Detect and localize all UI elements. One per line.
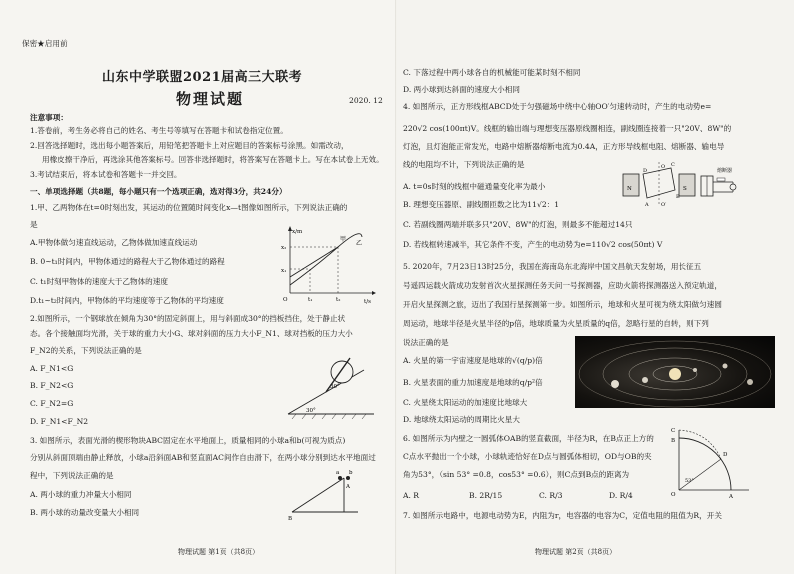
question-5-option-d: D. 地球绕太阳运动的周期比火星大 <box>403 415 520 424</box>
question-6-option-c: C. R/3 <box>539 491 563 500</box>
frame-d-label: D <box>643 168 648 174</box>
question-4-stem: 4. 如图所示，正方形线框ABCD处于匀强磁场中绕中心轴OO′匀速转动时，产生的电动势e= <box>403 102 712 111</box>
question-1-stem: 1.甲、乙两物体在t=0时刻出发，其运动的位置随时间变化x—t图像如图所示，下列说法正确的 <box>30 203 348 212</box>
notice-line: 1.答卷前，考生务必将自己的姓名、考生号等填写在答题卡和试卷指定位置。 <box>30 126 288 135</box>
exam-title: 山东中学联盟2021届高三大联考 <box>102 70 303 85</box>
question-3-option-c: C. 下落过程中两小球各自的机械能可能某时刻不相同 <box>403 68 581 77</box>
question-4-stem: 220√2 cos(100πt)V。线框的输出端与理想变压器原线圈相连，副线圈连接着一只"20V、8W"的 <box>403 124 732 133</box>
question-7-stem: 7. 如图所示电路中，电源电动势为E，内阻为r，电容器的电容为C，定值电阻的阻值为R，开关 <box>403 511 722 520</box>
wedge-vertex-a-label: A <box>346 484 350 490</box>
question-3-option-d: D. 两小球到达斜面的速度大小相同 <box>403 85 520 94</box>
graph-tick-t2: t₂ <box>336 297 341 303</box>
notice-line: 2.回答选择题时，选出每小题答案后，用铅笔把答题卡上对应题目的答案标号涂黑。如需改动， <box>30 141 349 150</box>
question-2-incline-figure <box>286 352 376 422</box>
notice-title: 注意事项： <box>30 113 68 122</box>
question-5-stem: 说法正确的是 <box>403 338 449 347</box>
question-5-stem: 5. 2020年，7月23日13时25分，我国在海南岛东北海岸中国文昌航天发射场，用长征五 <box>403 262 702 271</box>
page-footer: 物理试题 第2页（共8页） <box>535 548 617 556</box>
question-4-stem: 灯泡，且灯泡能正常发光，电路中熔断器熔断电流为0.4A，正方形导线框电阻、熔断器、输电导 <box>403 142 725 151</box>
graph-tick-t1: t₁ <box>308 297 313 303</box>
question-6-stem: 6. 如图所示为内壁之一圆弧体OAB的竖直截面，半径为R，在B点正上方的 <box>403 434 654 443</box>
question-5-option-b: B. 火星表面的重力加速度是地球的q/p²倍 <box>403 378 543 387</box>
question-5-stem: 开启火星探测之旅，迈出了我国行星探测第一步。如图所示，地球和火星可视为绕太阳做匀速圆 <box>403 300 722 309</box>
arc-point-a-label: A <box>729 494 733 500</box>
question-6-stem: C点水平抛出一个小球，小球轨迹恰好在D点与圆弧体相切，OD与OB的夹 <box>403 452 652 461</box>
question-3-stem: 程中，下列说法正确的是 <box>30 471 114 480</box>
arc-point-b-label: B <box>671 438 676 444</box>
question-6-option-d: D. R/4 <box>609 491 633 500</box>
question-6-arc-figure <box>669 424 757 500</box>
graph-y-axis-label: x/m <box>292 229 303 235</box>
magnet-s-label: S <box>683 186 687 192</box>
question-3-stem: 3. 如图所示，表面光滑的楔形物块ABC固定在水平地面上，质量相同的小球a和b(可视为质点) <box>30 436 346 445</box>
graph-origin: O <box>283 297 288 303</box>
board-angle-label: 30° <box>330 384 340 390</box>
confidential-mark: 保密★启用前 <box>22 39 68 48</box>
question-4-generator-figure <box>621 160 741 208</box>
right-page <box>397 0 794 574</box>
frame-b-label: B <box>676 194 680 200</box>
axis-o-label: O <box>661 164 666 170</box>
question-5-stem: 号遥四运载火箭成功发射首次火星探测任务天问一号探测器，应助火箭将探测器送入预定轨道， <box>403 281 722 290</box>
question-4-option-a: A. t=0s时刻的线框中磁通量变化率为最小 <box>403 182 546 191</box>
question-3-option-b: B. 两小球的动量改变量大小相同 <box>30 508 140 517</box>
question-1-option-c: C. t₁时刻甲物体的速度大于乙物体的速度 <box>30 277 168 286</box>
solar-system-drawing <box>575 336 775 408</box>
question-1-option-b: B. 0~t₁时间内，甲物体通过的路程大于乙物体通过的路程 <box>30 257 225 266</box>
fuse-label: 熔断器 <box>717 168 733 174</box>
question-1-option-d: D.t₁~t₂时间内，甲物体的平均速度等于乙物体的平均速度 <box>30 296 224 305</box>
question-6-option-a: A. R <box>403 491 420 500</box>
section-heading: 一、单项选择题（共8题，每小题只有一个选项正确，选对得3分，共24分） <box>30 187 287 196</box>
question-2-stem: 2.如图所示，一个钢球放在倾角为30°的固定斜面上，用与斜面成30°的挡板挡住，处于静止状 <box>30 314 346 323</box>
notice-line: 用橡皮擦干净后，再选涂其他答案标号。回答非选择题时，将答案写在答题卡上。写在本试卷上无效。 <box>42 155 384 164</box>
question-2-option-a: A. F_N1<G <box>30 364 74 373</box>
arc-point-c-label: C <box>671 428 676 434</box>
graph-tick-x2: x₂ <box>281 245 287 251</box>
graph-curve-label-jia: 甲 <box>340 236 347 243</box>
graph-curve-label-yi: 乙 <box>356 240 363 247</box>
question-5-option-a: A. 火星的第一宇宙速度是地球的√(q/p)倍 <box>403 356 543 365</box>
solar-system-photo <box>575 336 775 408</box>
question-1-stem: 是 <box>30 220 38 229</box>
wedge-vertex-b-label: B <box>288 516 293 522</box>
arc-point-o-label: O <box>671 492 676 498</box>
page-footer: 物理试题 第1页（共8页） <box>178 548 260 556</box>
question-2-option-c: C. F_N2=G <box>30 399 74 408</box>
question-4-stem: 线的电阻均不计，下列说法正确的是 <box>403 160 525 169</box>
wedge-ball-a-label: a <box>336 470 340 476</box>
question-4-option-b: B. 理想变压器原、副线圈匝数之比为11√2：1 <box>403 200 560 209</box>
incline-angle-label: 30° <box>306 408 316 414</box>
arc-angle-label: 53° <box>685 478 694 484</box>
arc-point-d-label: D <box>723 452 728 458</box>
subject-title: 物理试题 <box>176 90 245 108</box>
question-5-option-c: C. 火星绕太阳运动的加速度比地球大 <box>403 398 528 407</box>
question-2-stem: 态。各个接触面均光滑，关于球的重力大小G、球对斜面的压力大小F_N1、球对挡板的压力大小 <box>30 329 353 338</box>
wedge-ball-b-label: b <box>349 470 353 476</box>
question-4-option-c: C. 若副线圈两端并联多只"20V、8W"的灯泡，则最多不能超过14只 <box>403 220 633 229</box>
magnet-n-label: N <box>627 186 632 192</box>
graph-tick-x1: x₁ <box>281 268 287 274</box>
question-1-option-a: A.甲物体做匀速直线运动，乙物体做加速直线运动 <box>30 238 198 247</box>
question-5-stem: 周运动，地球半径是火星半径的p倍，地球质量为火星质量的q倍，忽略行星的自转，则下列 <box>403 319 709 328</box>
axis-o-prime-label: O′ <box>661 202 667 208</box>
notice-line: 3.考试结束后，将本试卷和答题卡一并交回。 <box>30 170 182 179</box>
frame-a-label: A <box>645 202 649 208</box>
question-3-stem: 分别从斜面顶端由静止释放，小球a沿斜面AB和竖直面AC间作自由滑下，在两小球分别到达水平地面过 <box>30 453 376 462</box>
question-2-option-d: D. F_N1<F_N2 <box>30 417 89 426</box>
question-3-wedge-figure <box>288 466 368 522</box>
question-2-stem: F_N2的关系，下列说法正确的是 <box>30 346 142 355</box>
graph-x-axis-label: t/s <box>364 299 371 305</box>
frame-c-label: C <box>671 162 675 168</box>
question-2-option-b: B. F_N2<G <box>30 381 74 390</box>
question-4-option-d: D. 若线框转速减半，其它条件不变，产生的电动势为e=110√2 cos(50πt) V <box>403 240 663 249</box>
question-6-option-b: B. 2R/15 <box>469 491 503 500</box>
question-6-stem: 角为53°，（sin 53° =0.8，cos53° =0.6），则C点到B点的距离为 <box>403 470 630 479</box>
question-3-option-a: A. 两小球的重力冲量大小相同 <box>30 490 132 499</box>
exam-date: 2020. 12 <box>349 96 383 105</box>
question-1-xt-graph <box>280 225 380 305</box>
